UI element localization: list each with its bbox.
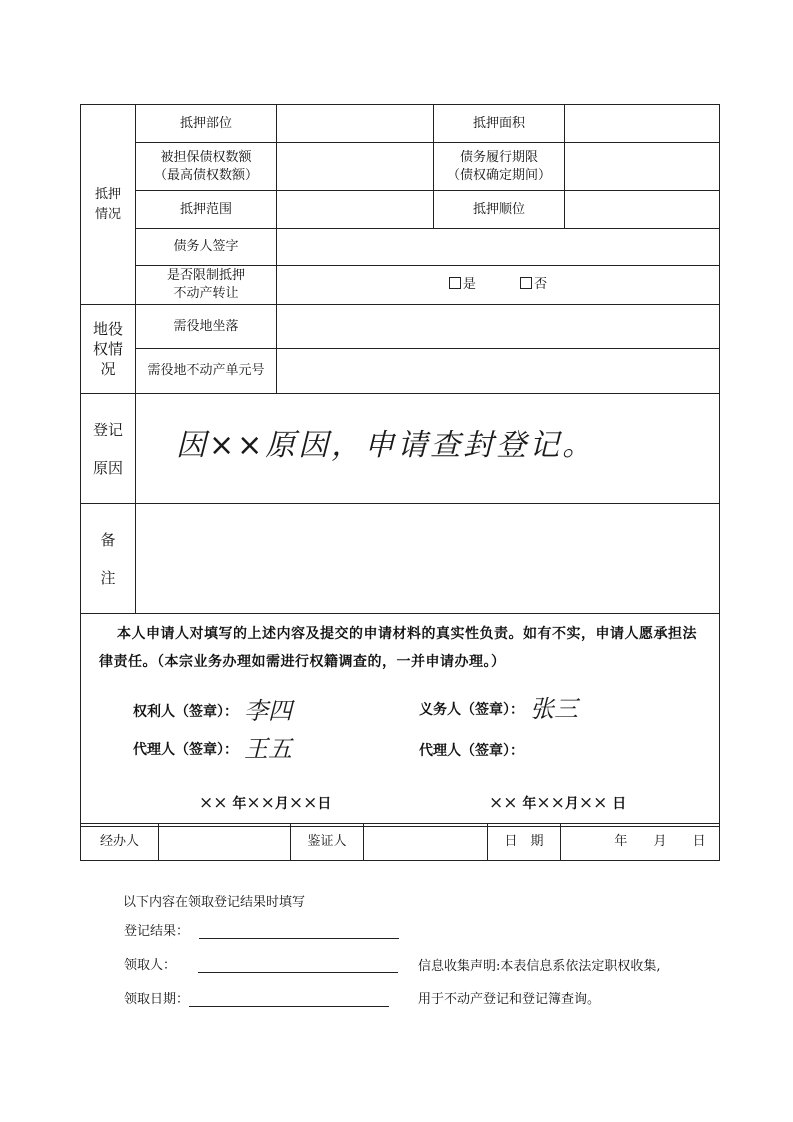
pickup-date-label: 领取日期： (124, 992, 190, 1007)
pickup-date-line[interactable] (189, 992, 389, 1007)
mortgage-area-label: 抵押面积 (434, 105, 565, 143)
verifier-label: 鉴证人 (291, 824, 364, 861)
notice-line-1: 信息收集声明:本表信息系依法定职权收集, (418, 959, 661, 974)
verifier-field[interactable] (364, 824, 488, 861)
declaration-block (81, 614, 720, 827)
handler-field[interactable] (159, 824, 291, 861)
collection-intro: 以下内容在领取登记结果时填写 (123, 895, 306, 910)
debt-term-field[interactable] (565, 143, 720, 191)
application-form (80, 104, 720, 827)
signature-area (81, 676, 719, 826)
agent1-signature[interactable]: 代理人（签章）： 王五 (133, 735, 292, 763)
yes-checkbox[interactable] (449, 277, 461, 289)
remarks-section-label: 备 注 (81, 504, 136, 614)
mortgage-order-field[interactable] (565, 191, 720, 229)
secured-amount-field[interactable] (277, 143, 434, 191)
mortgage-scope-label: 抵押范围 (136, 191, 277, 229)
yes-option[interactable]: 是 (449, 277, 480, 292)
receiver-label: 领取人： (124, 958, 177, 973)
debt-term-label: 债务履行期限 （债权确定期间） (434, 143, 565, 191)
result-line[interactable] (199, 924, 399, 939)
easement-unit-field[interactable] (277, 349, 720, 394)
result-row (124, 920, 399, 939)
reason-field[interactable] (136, 394, 720, 504)
debtor-sign-field[interactable] (277, 229, 720, 266)
obligor-signature[interactable]: 义务人（签章）： 张三 (419, 695, 578, 723)
date-left: ×× 年××月××日 (199, 793, 332, 813)
remarks-field[interactable] (136, 504, 720, 614)
mortgage-order-label: 抵押顺位 (434, 191, 565, 229)
restrict-transfer-label: 是否限制抵押 不动产转让 (136, 266, 277, 305)
mortgage-part-field[interactable] (277, 105, 434, 143)
no-checkbox[interactable] (520, 277, 532, 289)
restrict-transfer-options (277, 266, 720, 305)
easement-location-label: 需役地坐落 (136, 305, 277, 349)
date-right: ×× 年××月×× 日 (489, 793, 627, 813)
reason-handwriting: 因××原因，申请查封登记。 (176, 427, 596, 463)
no-option[interactable]: 否 (520, 277, 547, 292)
agent2-signature[interactable]: 代理人（签章）： (419, 743, 524, 759)
mortgage-area-field[interactable] (565, 105, 720, 143)
date-field[interactable]: 年 月 日 (561, 824, 720, 861)
reason-section-label: 登记 原因 (81, 394, 136, 504)
mortgage-part-label: 抵押部位 (136, 105, 277, 143)
easement-location-field[interactable] (277, 305, 720, 349)
receiver-row (124, 954, 398, 973)
handler-label: 经办人 (81, 824, 159, 861)
handler-table (80, 823, 720, 861)
date-label: 日 期 (488, 824, 561, 861)
pickup-date-row (124, 988, 389, 1007)
result-label: 登记结果： (124, 924, 190, 939)
easement-section-label: 地役 权情 况 (81, 305, 136, 394)
mortgage-scope-field[interactable] (277, 191, 434, 229)
notice-line-2: 用于不动产登记和登记簿查询。 (418, 992, 601, 1007)
receiver-line[interactable] (198, 958, 398, 973)
easement-unit-label: 需役地不动产单元号 (136, 349, 277, 394)
debtor-sign-label: 债务人签字 (136, 229, 277, 266)
right-holder-signature[interactable]: 权利人（签章）： 李四 (133, 697, 292, 725)
declaration-text: 本人申请人对填写的上述内容及提交的申请材料的真实性负责。如有不实，申请人愿承担法律责任。（本宗业务办理如需进行权籍调查的，一并申请办理。） (99, 626, 697, 670)
mortgage-section-label: 抵押 情况 (81, 105, 136, 305)
secured-amount-label: 被担保债权数额 （最高债权数额） (136, 143, 277, 191)
